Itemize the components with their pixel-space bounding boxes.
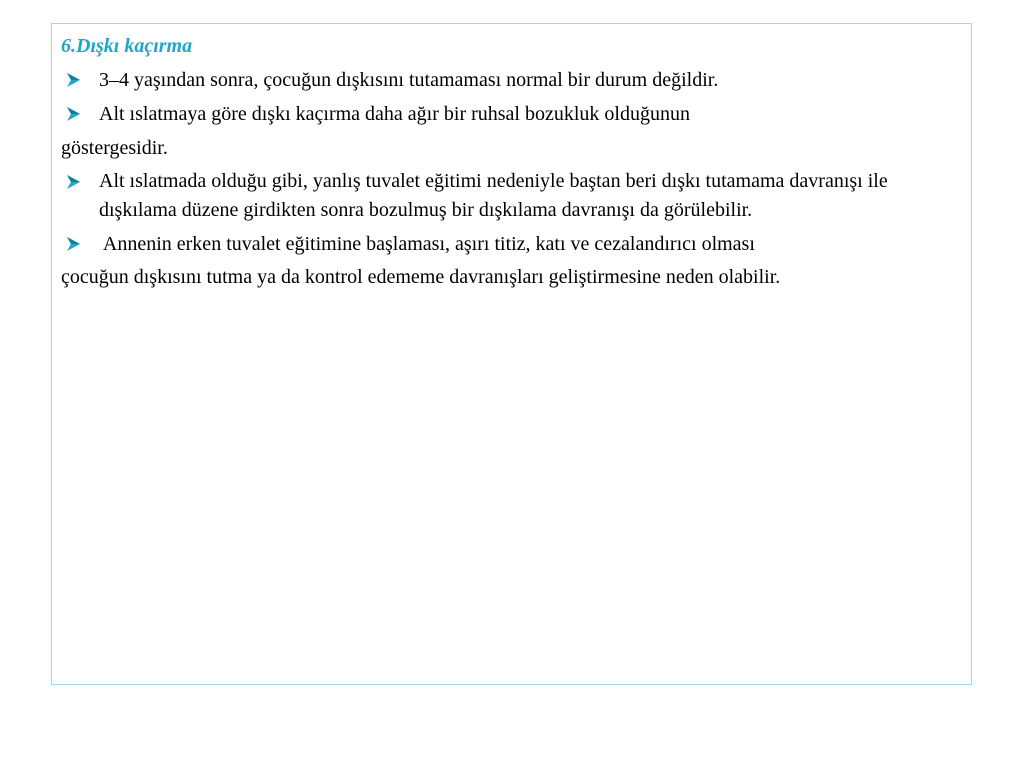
bullet-text-4: Annenin erken tuvalet eğitimine başlaması, aşırı titiz, katı ve cezalandırıcı olması xyxy=(99,233,755,255)
bullet-item-4 xyxy=(61,229,961,259)
slide-content xyxy=(61,31,961,292)
bullet-text-4-continuation: çocuğun dışkısını tutma ya da kontrol edememe davranışları geliştirmesine neden olabilir. xyxy=(61,266,781,288)
bullet-item-2 xyxy=(61,99,961,129)
bullet-text-2: Alt ıslatmaya göre dışkı kaçırma daha ağır bir ruhsal bozukluk olduğunun xyxy=(99,103,690,125)
arrow-bullet-icon xyxy=(63,65,85,95)
arrow-bullet-icon xyxy=(63,167,85,197)
arrow-bullet-icon xyxy=(63,229,85,259)
slide-heading: 6.Dışkı kaçırma xyxy=(61,35,193,57)
bullet-item-3 xyxy=(61,167,961,225)
bullet-text-1: 3–4 yaşından sonra, çocuğun dışkısını tutamaması normal bir durum değildir. xyxy=(99,69,719,91)
bullet-item-1 xyxy=(61,65,961,95)
bullet-text-3: Alt ıslatmada olduğu gibi, yanlış tuvalet eğitimi nedeniyle baştan beri dışkı tutamama davranışı ile dışkılama düzene girdikten sonra bozulmuş bir dışkılama davranışı da görülebilir. xyxy=(99,170,888,221)
bullet-text-2-continuation: göstergesidir. xyxy=(61,137,168,159)
arrow-bullet-icon xyxy=(63,99,85,129)
